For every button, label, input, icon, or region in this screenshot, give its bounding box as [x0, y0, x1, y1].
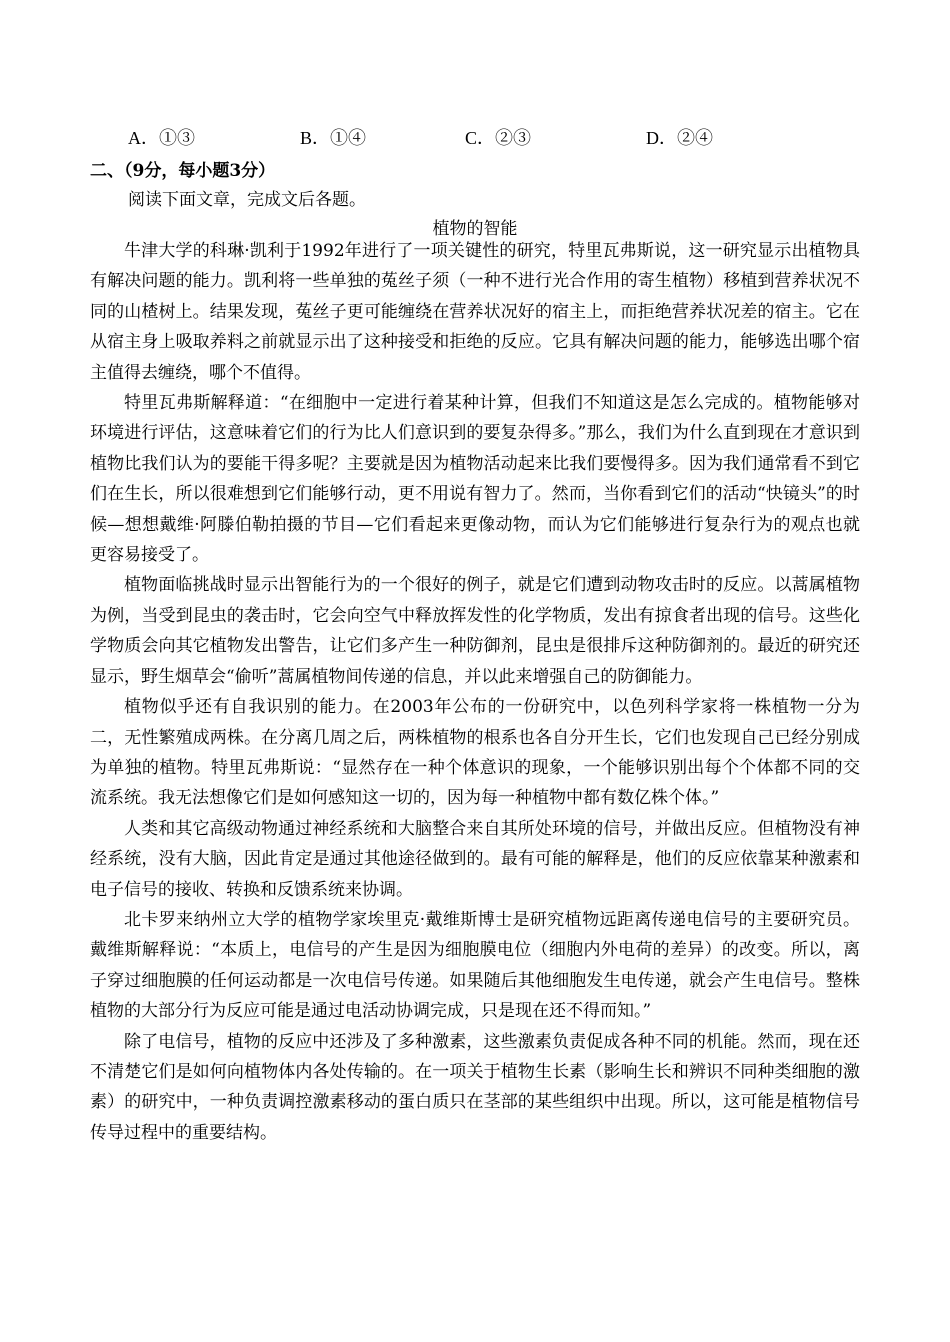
paragraph: 除了电信号，植物的反应中还涉及了多种激素，这些激素负责促成各种不同的机能。然而，现在还不清楚它们是如何向植物体内各处传输的。在一项关于植物生长素（影响生长和辨识不同种类细胞的激素）的研究中，一种负责调控激素移动的蛋白质只在茎部的某些组织中出现。所以，这可能是植物信号传导过程中的重要结构。	[90, 1031, 860, 1143]
section-instruction: 阅读下面文章，完成文后各题。	[128, 190, 366, 210]
paragraph: 植物面临挑战时显示出智能行为的一个很好的例子，就是它们遭到动物攻击时的反应。以蒿属植物为例，当受到昆虫的袭击时，它会向空气中释放挥发性的化学物质，发出有掠食者出现的信号。这些化学物质会向其它植物发出警告，让它们多产生一种防御剂，昆虫是很排斥这种防御剂的。最近的研究还显示，野生烟草会“偷听”蒿属植物间传递的信息，并以此来增强自己的防御能力。	[90, 575, 860, 687]
paragraph: 牛津大学的科琳·凯利于1992年进行了一项关键性的研究，特里瓦弗斯说，这一研究显示出植物具有解决问题的能力。凯利将一些单独的菟丝子须（一种不进行光合作用的寄生植物）移植到营养状况不同的山楂树上。结果发现，菟丝子更可能缠绕在营养状况好的宿主上，而拒绝营养状况差的宿主。它在从宿主身上吸取养料之前就显示出了这种接受和拒绝的反应。它具有解决问题的能力，能够选出哪个宿主值得去缠绕，哪个不值得。	[90, 241, 860, 383]
section-heading: 二、（9分，每小题3分）	[90, 161, 276, 181]
article-body	[90, 236, 860, 1148]
article-title: 植物的智能	[432, 219, 518, 239]
option-a: A．①③	[128, 128, 195, 148]
option-c: C．②③	[465, 128, 532, 148]
paragraph: 植物似乎还有自我识别的能力。在2003年公布的一份研究中，以色列科学家将一株植物一分为二，无性繁殖成两株。在分离几周之后，两株植物的根系也各自分开生长，它们也发现自己已经分别成为单独的植物。特里瓦弗斯说：“显然存在一种个体意识的现象，一个能够识别出每个个体都不同的交流系统。我无法想像它们是如何感知这一切的，因为每一种植物中都有数亿株个体。”	[90, 697, 860, 809]
answer-options	[128, 124, 888, 150]
paragraph: 人类和其它高级动物通过神经系统和大脑整合来自其所处环境的信号，并做出反应。但植物没有神经系统，没有大脑，因此肯定是通过其他途径做到的。最有可能的解释是，他们的反应依靠某种激素和电子信号的接收、转换和反馈系统来协调。	[90, 818, 860, 900]
option-b: B．①④	[300, 128, 367, 148]
paragraph: 特里瓦弗斯解释道：“在细胞中一定进行着某种计算，但我们不知道这是怎么完成的。植物能够对环境进行评估，这意味着它们的行为比人们意识到的要复杂得多。”那么，我们为什么直到现在才意识到植物比我们认为的要能干得多呢？主要就是因为植物活动起来比我们要慢得多。因为我们通常看不到它们在生长，所以很难想到它们能够行动，更不用说有智力了。然而，当你看到它们的活动“快镜头”的时候—想想戴维·阿滕伯勒拍摄的节目—它们看起来更像动物，而认为它们能够进行复杂行为的观点也就更容易接受了。	[90, 393, 860, 566]
option-d: D．②④	[646, 128, 713, 148]
paragraph: 北卡罗来纳州立大学的植物学家埃里克·戴维斯博士是研究植物远距离传递电信号的主要研究员。戴维斯解释说：“本质上，电信号的产生是因为细胞膜电位（细胞内外电荷的差异）的改变。所以，离子穿过细胞膜的任何运动都是一次电信号传递。如果随后其他细胞发生电传递，就会产生电信号。整株植物的大部分行为反应可能是通过电活动协调完成，只是现在还不得而知。”	[90, 909, 860, 1022]
